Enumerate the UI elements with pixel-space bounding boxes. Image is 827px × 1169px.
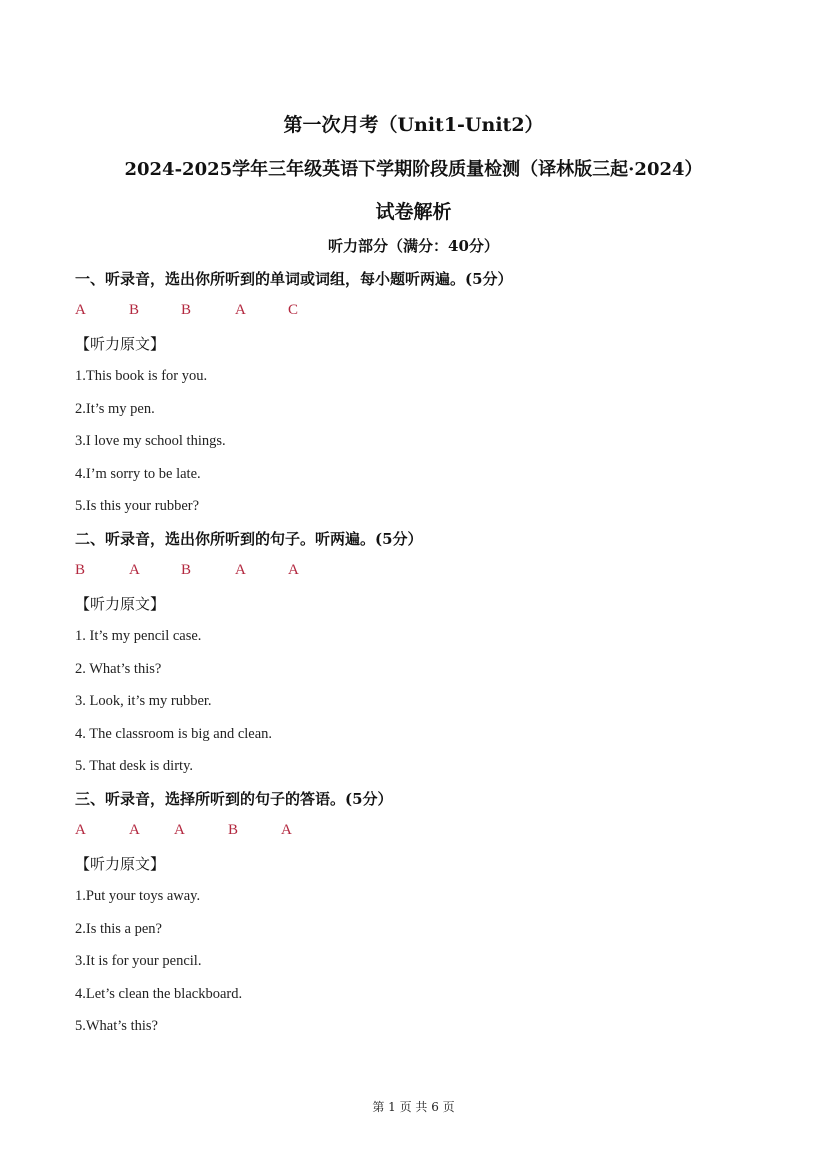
q3-script-label: 【听力原文】 bbox=[75, 855, 166, 873]
q2-answer-5: A bbox=[288, 562, 299, 578]
q2-script-label: 【听力原文】 bbox=[75, 595, 166, 613]
q1-answer-3: B bbox=[181, 302, 192, 318]
q1-answer-1: A bbox=[75, 302, 86, 318]
q3-heading: 三、听录音，选择所听到的句子的答语。(5分） bbox=[75, 790, 393, 808]
q2-script-line-3: 3. Look, it’s my rubber. bbox=[75, 693, 212, 709]
q1-script-label: 【听力原文】 bbox=[75, 335, 166, 353]
q3-answer-3: A bbox=[174, 822, 185, 838]
q3-script-line-1: 1.Put your toys away. bbox=[75, 888, 201, 904]
q3-script-line-5: 5.What’s this? bbox=[75, 1018, 158, 1034]
q2-answer-3: B bbox=[181, 562, 192, 578]
q2-answer-4: A bbox=[235, 562, 246, 578]
q1-script-line-3: 3.I love my school things. bbox=[75, 433, 226, 449]
q3-script-line-3: 3.It is for your pencil. bbox=[75, 953, 202, 969]
q1-script-line-5: 5.Is this your rubber? bbox=[75, 498, 200, 514]
q1-script-line-4: 4.I’m sorry to be late. bbox=[75, 466, 201, 482]
q3-answer-1: A bbox=[75, 822, 86, 838]
q1-answer-4: A bbox=[235, 302, 246, 318]
q3-script-line-4: 4.Let’s clean the blackboard. bbox=[75, 986, 243, 1002]
q2-answer-2: A bbox=[129, 562, 140, 578]
q1-script-line-1: 1.This book is for you. bbox=[75, 368, 208, 384]
q2-script-line-5: 5. That desk is dirty. bbox=[75, 758, 194, 774]
q1-answer-5: C bbox=[288, 302, 299, 318]
q3-answer-5: A bbox=[281, 822, 292, 838]
page-title: 第一次月考（Unit1-Unit2） bbox=[283, 114, 544, 136]
q2-script-line-4: 4. The classroom is big and clean. bbox=[75, 726, 273, 742]
section-heading: 听力部分（满分：40分） bbox=[328, 237, 499, 255]
q1-answer-2: B bbox=[129, 302, 140, 318]
q1-heading: 一、听录音，选出你所听到的单词或词组，每小题听两遍。(5分） bbox=[75, 270, 513, 288]
page-subtitle: 2024-2025学年三年级英语下学期阶段质量检测（译林版三起·2024） bbox=[124, 159, 703, 180]
q2-answer-1: B bbox=[75, 562, 86, 578]
q3-script-line-2: 2.Is this a pen? bbox=[75, 921, 162, 937]
q2-heading: 二、听录音，选出你所听到的句子。听两遍。(5分） bbox=[75, 530, 423, 548]
document-type: 试卷解析 bbox=[375, 201, 452, 223]
q1-script-line-2: 2.It’s my pen. bbox=[75, 401, 155, 417]
page-footer: 第 1 页 共 6 页 bbox=[372, 1100, 455, 1114]
q2-script-line-2: 2. What’s this? bbox=[75, 661, 162, 677]
q3-answer-2: A bbox=[129, 822, 140, 838]
q3-answer-4: B bbox=[228, 822, 239, 838]
q2-script-line-1: 1. It’s my pencil case. bbox=[75, 628, 202, 644]
